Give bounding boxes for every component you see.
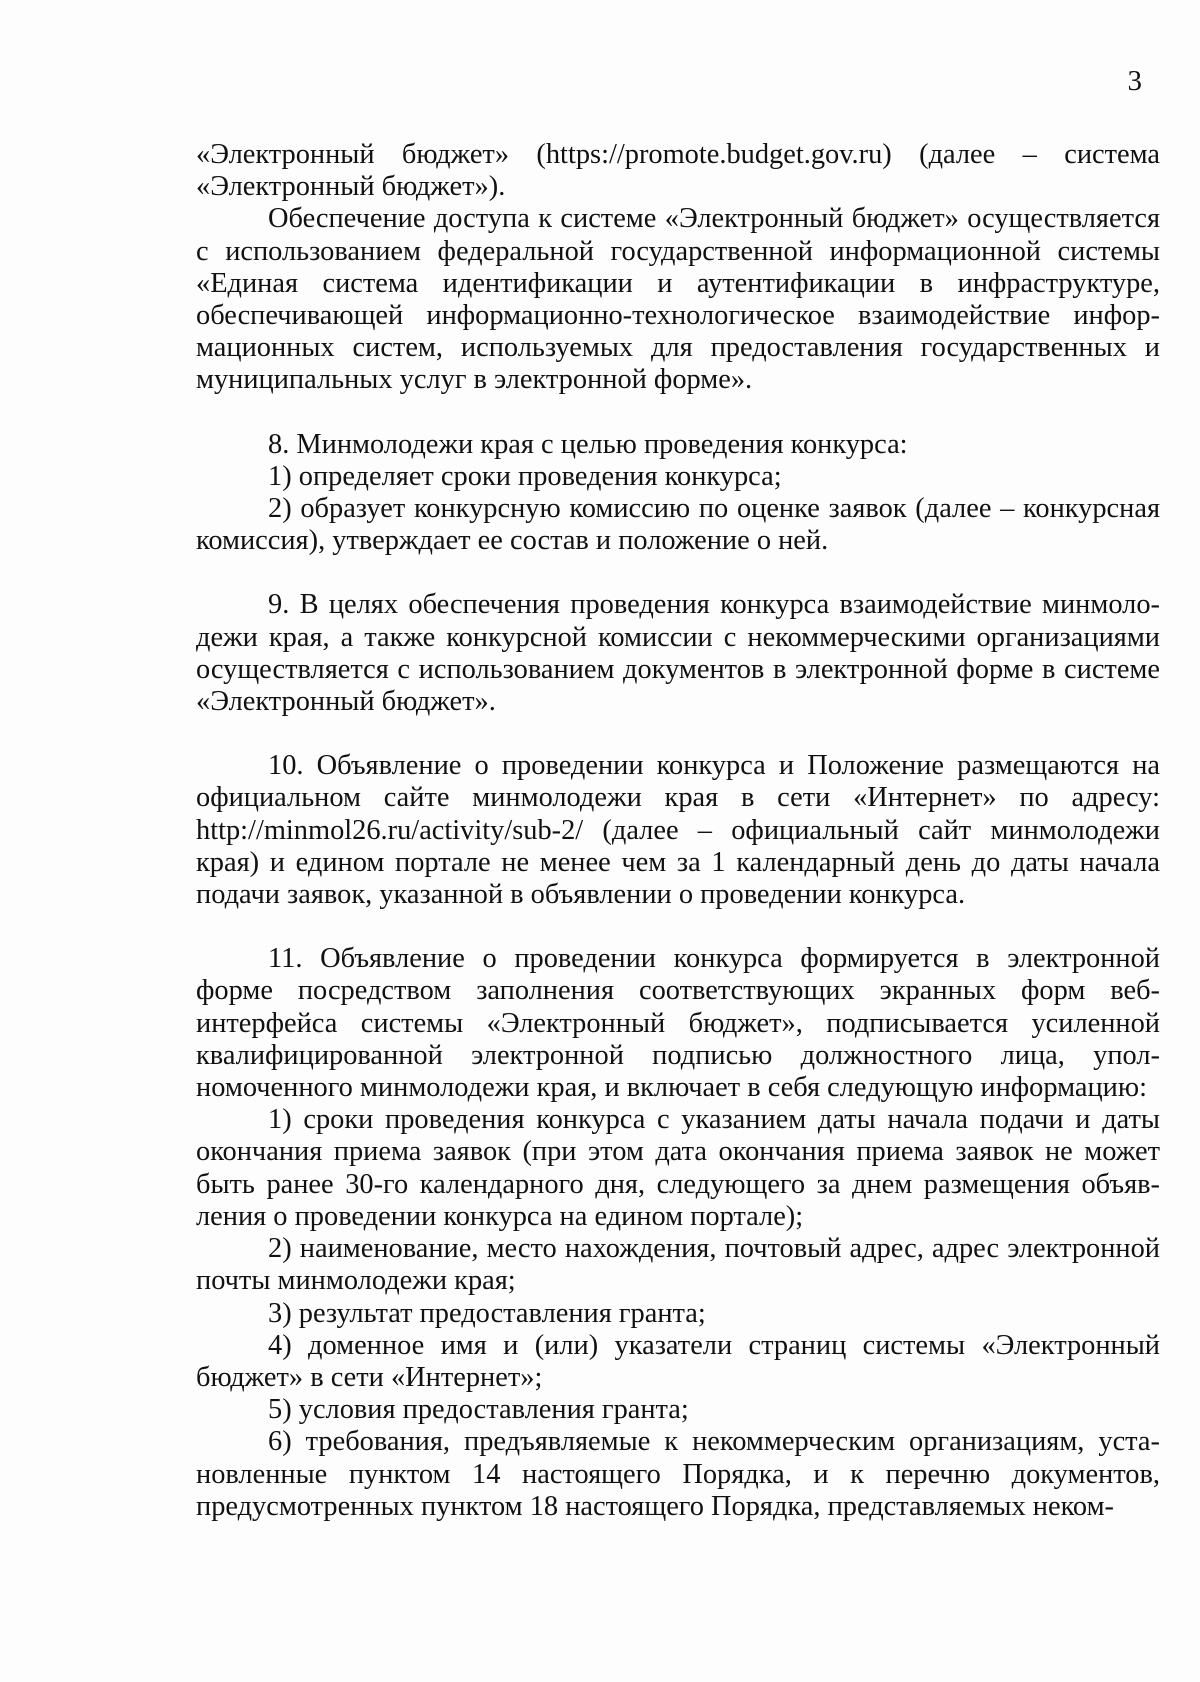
paragraph-item-11-1: 1) сроки проведения конкурса с указанием даты начала подачи и даты окончания приема заявок (при этом дата окончания приема заявок не может быть ранее 30-го календарного дня, следующего за днем размещения объявления о проведении конкурса на едином портале); bbox=[196, 1104, 1160, 1232]
paragraph-item-11-3: 3) результат предоставления гранта; bbox=[268, 1297, 706, 1329]
paragraph-system-reference: «Электронный бюджет» (https://promote.budget.gov.ru) (далее – система «Электронный бюджет»). bbox=[196, 139, 1160, 203]
paragraph-item-8: 8. Минмолодежи края с целью проведения конкурса: bbox=[268, 428, 908, 460]
paragraph-item-11-4: 4) доменное имя и (или) указатели страниц системы «Электронный бюджет» в сети «Интернет»; bbox=[196, 1329, 1160, 1393]
paragraph-item-10: 10. Объявление о проведении конкурса и Положение размещаются на официальном сайте минмолодежи края в сети «Интернет» по адресу: http://minmol26.ru/activity/sub-2/ (далее – официальный сайт минмолодежи края) и едином портале не менее чем за 1 календарный день до даты начала подачи заявок, указанной в объявлении о проведении конкурса. bbox=[196, 750, 1160, 911]
paragraph-item-9: 9. В целях обеспечения проведения конкурса взаимодействие минмолодежи края, а также конкурсной комиссии с некоммерческими организациями осуществляется с использованием документов в электронной форме в системе «Электронный бюджет». bbox=[196, 589, 1160, 718]
paragraph-item-8-2: 2) образует конкурсную комиссию по оценке заявок (далее – конкурсная комиссия), утверждает ее состав и положение о ней. bbox=[196, 493, 1160, 557]
document-body bbox=[196, 139, 1160, 1523]
paragraph-item-11-5: 5) условия предоставления гранта; bbox=[268, 1394, 689, 1426]
paragraph-item-8-1: 1) определяет сроки проведения конкурса; bbox=[268, 460, 782, 492]
paragraph-item-11-6: 6) требования, предъявляемые к некоммерческим организациям, установленные пунктом 14 настоящего Порядка, и к перечню документов, предусмотренных пунктом 18 настоящего Порядка, представляемых неком- bbox=[196, 1426, 1160, 1522]
paragraph-item-11-2: 2) наименование, место нахождения, почтовый адрес, адрес электронной почты минмолодежи края; bbox=[196, 1233, 1160, 1297]
paragraph-item-11: 11. Объявление о проведении конкурса формируется в электронной форме посредством заполнения соответствующих экранных форм веб-интерфейса системы «Электронный бюджет», подписывается усиленной квалифицированной электронной подписью должностного лица, уполномоченного минмолодежи края, и включает в себя следующую информацию: bbox=[196, 943, 1160, 1104]
paragraph-access-provision: Обеспечение доступа к системе «Электронный бюджет» осуществляется с использованием федеральной государственной информационной системы «Единая система идентификации и аутентификации в инфраструктуре, обеспечивающей информационно-технологическое взаимодействие информационных систем, используемых для предоставления государственных и муниципальных услуг в электронной форме». bbox=[196, 203, 1160, 396]
page-number: 3 bbox=[1127, 65, 1142, 97]
